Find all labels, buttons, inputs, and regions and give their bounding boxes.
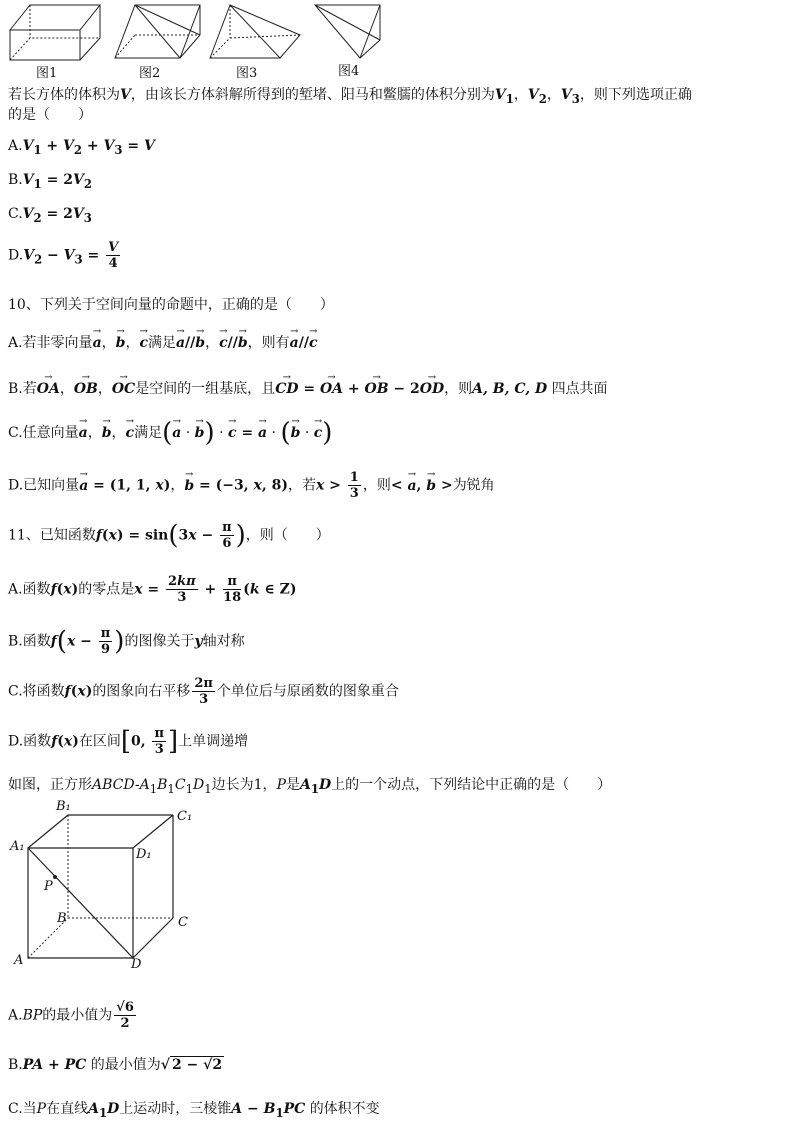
q12-stem: 如图，正方形ABCD-$A_1B_1C_1D_1$边长为1，P是$A_1D$上的一个动点，下列结论中正确的是（ ） [8, 777, 612, 796]
q10-option-b[interactable]: B.若→ OA，→ OB，→ OC是空间的一组基底，且→ CD = → OA + → OB − 2→ OD，则A, B, C, D 四点共面 [8, 378, 608, 398]
q11-option-d[interactable]: D.函数f(x)在区间[0, $\frac{\pi}{3}$ ]上单调递增 [8, 726, 249, 757]
q11-stem: 11、已知函数f(x) = sin(3x − $\frac{\pi}{6}$ )，则（ ） [8, 520, 330, 551]
label-a1: A₁ [10, 839, 25, 854]
figure-3-pyramid [210, 5, 300, 58]
q10-stem: 10、下列关于空间向量的命题中，正确的是（ ） [8, 297, 334, 313]
q10-option-d[interactable]: D.已知向量→ a = (1, 1, x)，→ b = (−3, x, 8)，若x > $\frac{1}{3}$ ，则< → a, → b >为锐角 [8, 470, 495, 501]
q12-option-a[interactable]: A.BP的最小值为 $\frac{√6}{2}$ [8, 1000, 134, 1031]
figure-2-label: 图2 [139, 66, 161, 81]
figure-4-label: 图4 [338, 64, 360, 79]
label-p: P [44, 879, 53, 894]
q10-option-a[interactable]: A.若非零向量→ a，→ b，→ c满足→ a//→ b，→ c//→ b，则有→ a//→ c [8, 332, 317, 352]
q9-option-c[interactable]: $C.V_2 = 2V_3$ [8, 206, 92, 225]
figure-4-tetrahedron [315, 5, 380, 58]
label-a: A [14, 953, 24, 968]
label-b: B [57, 911, 67, 926]
label-d: D [131, 957, 142, 970]
cube-edge-a1b1 [28, 815, 68, 848]
cube-figure [0, 798, 210, 970]
cube-diagonal-a1d [28, 848, 133, 958]
q9-option-b[interactable]: $B.V_1 = 2V_2$ [8, 172, 92, 191]
q11-option-a[interactable]: A.函数f(x)的零点是x = $\frac{2k\pi}{3}$ + $\frac{\pi}{18}$ (k ∈ Z) [8, 574, 297, 605]
q11-option-b[interactable]: B.函数f(x − $\frac{\pi}{9}$ )的图像关于y轴对称 [8, 626, 245, 657]
figure-3-label: 图3 [236, 66, 258, 81]
q11-option-c[interactable]: C.将函数f(x)的图象向右平移 $\frac{2\pi}{3}$ 个单位后与原函数的图象重合 [8, 676, 399, 707]
label-c1: C₁ [177, 809, 193, 824]
q12-option-c[interactable]: C.当P在直线$A_1D$上运动时，三棱锥$A - B_1PC$ 的体积不变 [8, 1101, 380, 1120]
cube-edge-c1d1 [133, 815, 173, 848]
q10-option-c[interactable]: C.任意向量→ a，→ b，→ c满足(→ a · → b) · → c = → a · (→ b · → c) [8, 420, 332, 446]
label-d1: D₁ [136, 847, 152, 862]
figure-1-label: 图1 [36, 66, 58, 81]
point-p-marker [53, 875, 57, 879]
q9-option-a[interactable]: $A.V_1 + V_2 + V_3 = V$ [8, 138, 155, 157]
label-c: C [178, 915, 188, 930]
q9-stem-line1: 若长方体的体积为V，由该长方体斜解所得到的堑堵、阳马和鳖臑的体积分别为$V_1$，$V_2$，$V_3$，则下列选项正确 [8, 87, 692, 106]
q9-stem-line2: 的是（ ） [8, 107, 92, 123]
cube-edge-cd [133, 918, 173, 958]
figure-1-box [10, 5, 100, 60]
figure-2-wedge [115, 5, 200, 58]
q9-option-d[interactable]: $D.V_2 - V_3$ = $\frac{V}{4}$ [8, 240, 119, 271]
label-b1: B₁ [56, 799, 71, 814]
q12-option-b[interactable]: B.PA + PC 的最小值为√ 2 − √2 [8, 1057, 223, 1073]
